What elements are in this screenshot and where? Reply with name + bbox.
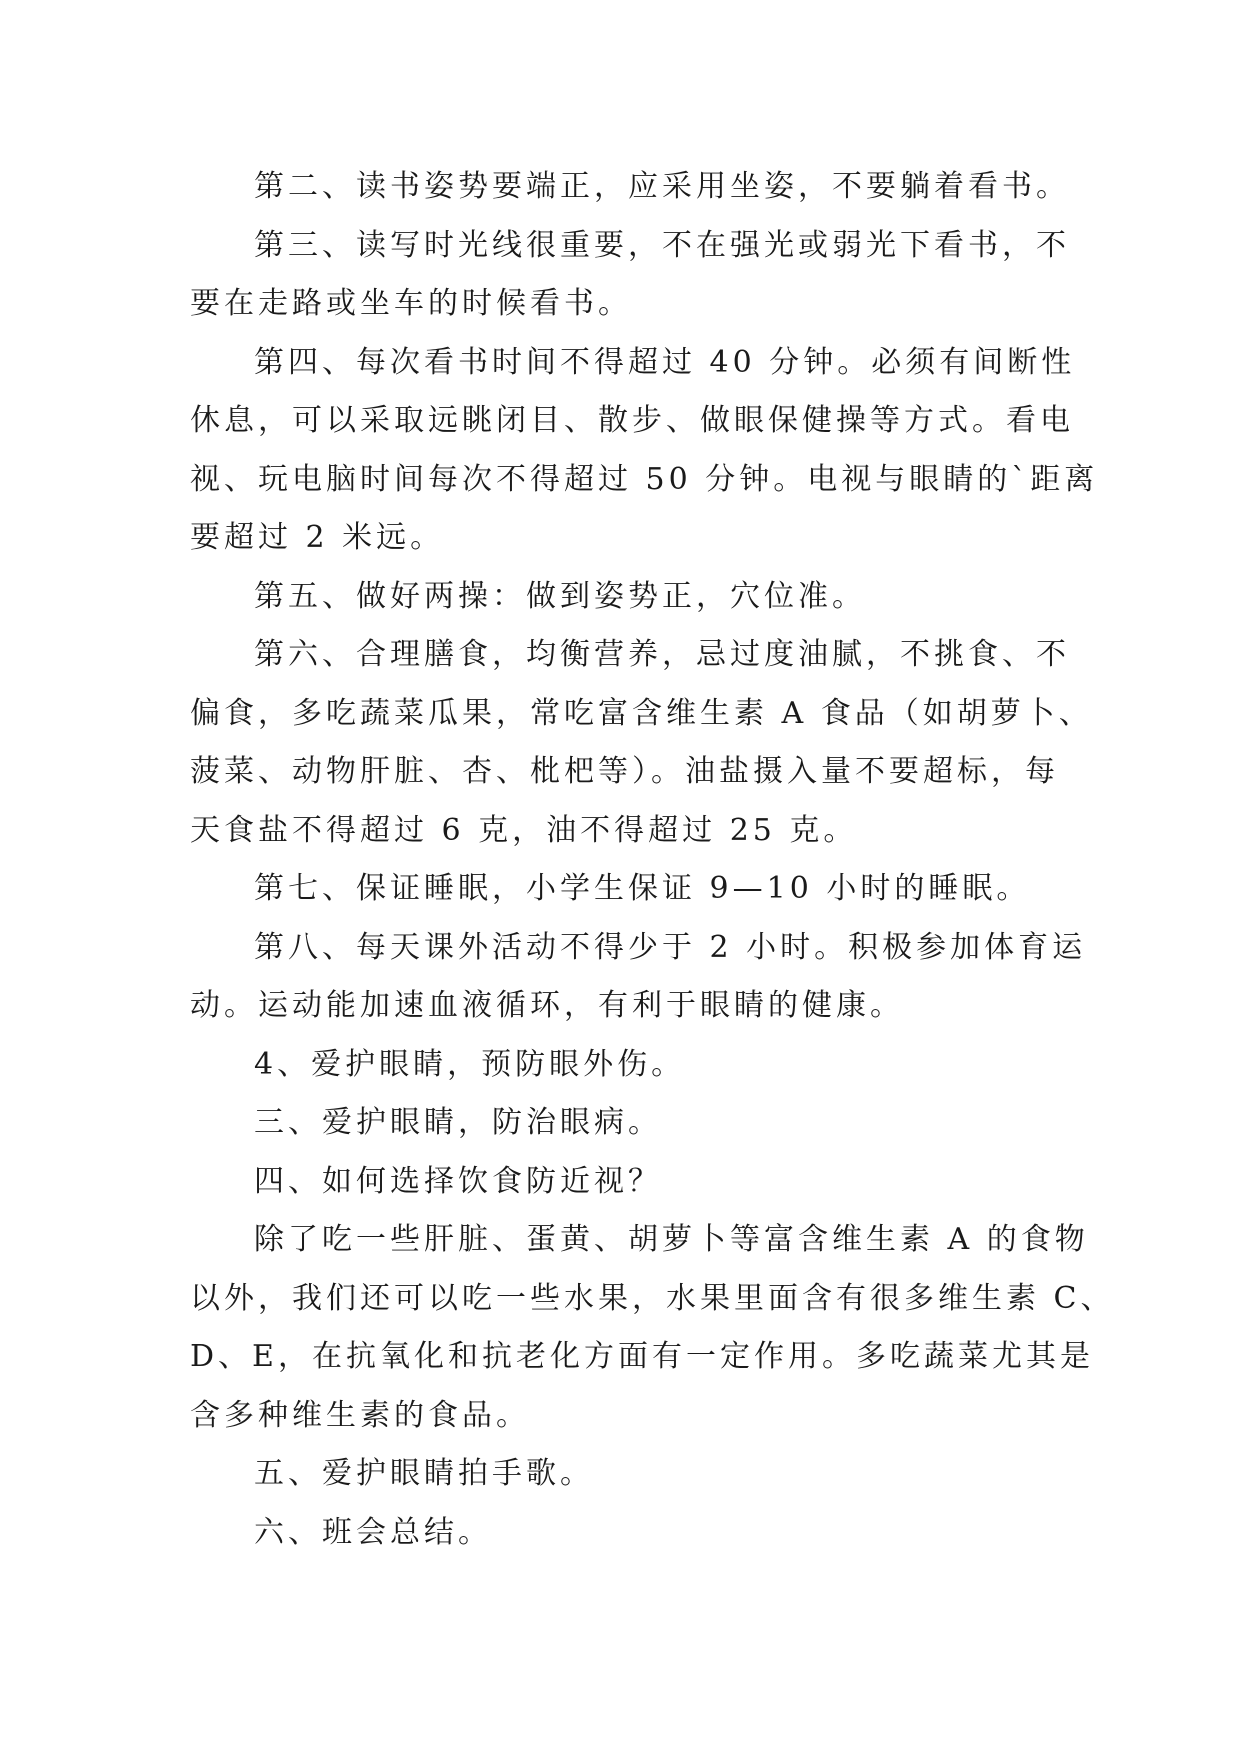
paragraph-line: 第四、每次看书时间不得超过 40 分钟。必须有间断性 (254, 344, 1076, 380)
paragraph-line: 4、爱护眼睛，预防眼外伤。 (254, 1046, 686, 1082)
paragraph-line: 六、班会总结。 (254, 1514, 492, 1550)
paragraph-line: 第七、保证睡眠，小学生保证 9—10 小时的睡眠。 (254, 871, 1031, 906)
paragraph-8 (190, 919, 1087, 1036)
paragraph-line: 要在走路或坐车的时候看书。 (190, 286, 632, 321)
paragraph-line: 第五、做好两操：做到姿势正，穴位准。 (254, 578, 866, 614)
paragraph-line: 天食盐不得超过 6 克，油不得超过 25 克。 (190, 812, 858, 848)
paragraph-7 (190, 860, 1060, 919)
paragraph-line: 含多种维生素的食品。 (190, 1397, 530, 1433)
paragraph-line: D、E，在抗氧化和抗老化方面有一定作用。多吃蔬菜尤其是 (190, 1339, 1094, 1374)
paragraph-line: 第二、读书姿势要端正，应采用坐姿，不要躺着看书。 (254, 169, 1070, 204)
paragraph-line: 第六、合理膳食，均衡营养，忌过度油腻，不挑食、不 (254, 637, 1070, 672)
paragraph-2 (190, 158, 1070, 217)
heading-eye-disease (190, 1094, 1060, 1153)
paragraph-line: 三、爱护眼睛，防治眼病。 (254, 1105, 662, 1140)
heading-song (190, 1445, 1060, 1504)
heading-diet (190, 1153, 1060, 1212)
paragraph-line: 休息，可以采取远眺闭目、散步、做眼保健操等方式。看电 (190, 403, 1074, 438)
paragraph-line: 五、爱护眼睛拍手歌。 (254, 1456, 594, 1491)
paragraph-line: 要超过 2 米远。 (190, 520, 445, 555)
document-body (190, 158, 1115, 1562)
heading-summary (190, 1504, 1060, 1563)
paragraph-line: 视、玩电脑时间每次不得超过 50 分钟。电视与眼睛的`距离 (190, 461, 1099, 497)
paragraph-line: 菠菜、动物肝脏、杏、枇杷等）。油盐摄入量不要超标，每 (190, 754, 1059, 789)
paragraph-line: 第三、读写时光线很重要，不在强光或弱光下看书，不 (254, 227, 1070, 263)
paragraph-6 (190, 626, 1093, 860)
paragraph-diet (190, 1211, 1115, 1445)
paragraph-line: 四、如何选择饮食防近视？ (254, 1163, 662, 1199)
paragraph-line: 偏食，多吃蔬菜瓜果，常吃富含维生素 A 食品（如胡萝卜、 (190, 695, 1093, 731)
paragraph-line: 第八、每天课外活动不得少于 2 小时。积极参加体育运 (254, 929, 1087, 965)
paragraph-5 (190, 568, 1060, 627)
paragraph-line: 以外，我们还可以吃一些水果，水果里面含有很多维生素 C、 (190, 1280, 1115, 1316)
paragraph-line: 除了吃一些肝脏、蛋黄、胡萝卜等富含维生素 A 的食物 (254, 1222, 1089, 1257)
paragraph-line: 动。运动能加速血液循环，有利于眼睛的健康。 (190, 988, 904, 1023)
paragraph-4 (190, 334, 1099, 568)
paragraph-eye-injury (190, 1036, 1060, 1095)
paragraph-3 (190, 217, 1070, 334)
